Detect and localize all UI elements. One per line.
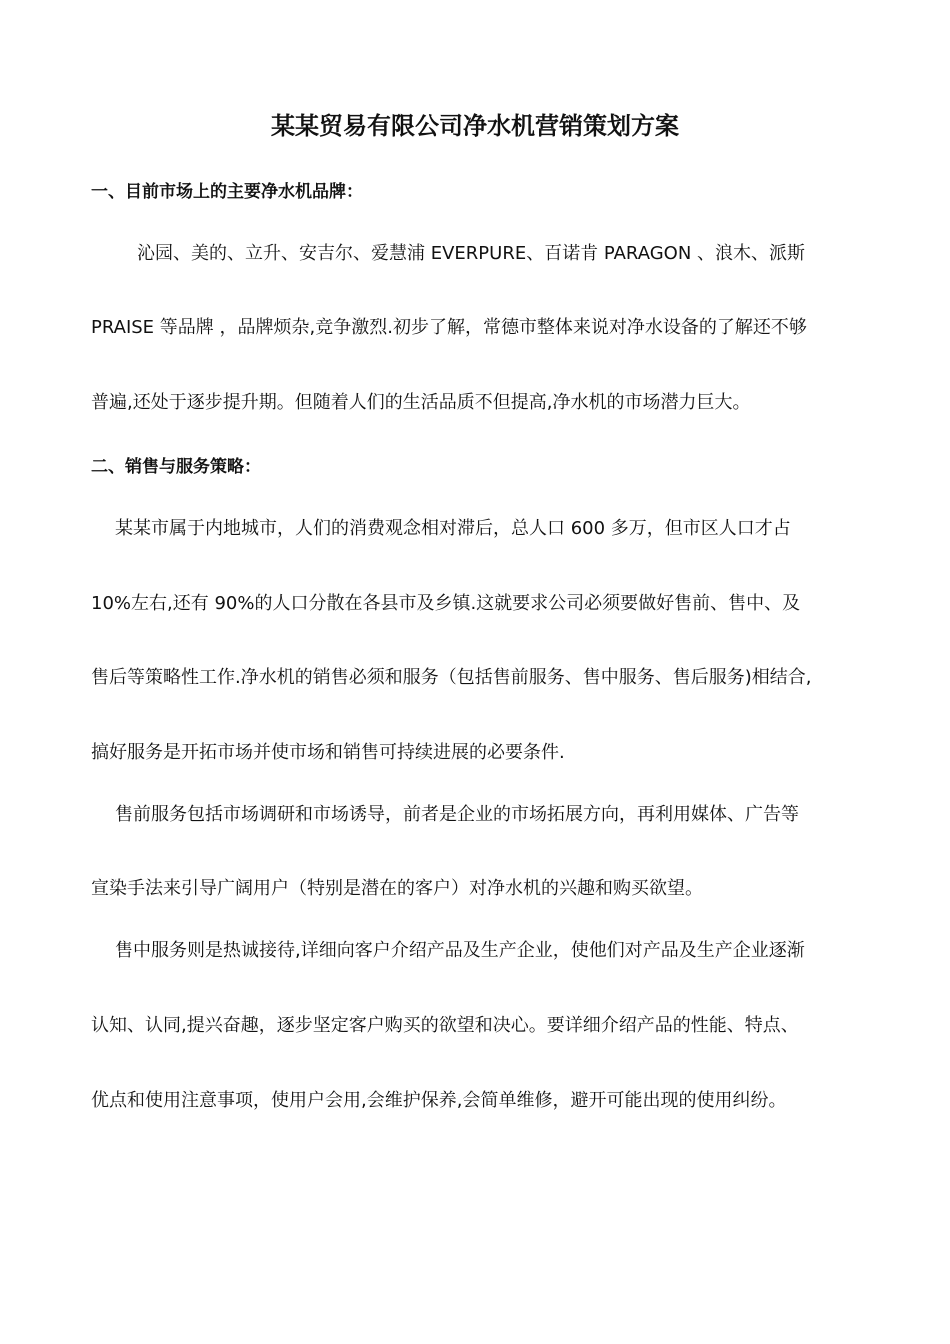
section-2-para-2-line-1: 售前服务包括市场调研和市场诱导，前者是企业的市场拓展方向，再利用媒体、广告等 bbox=[115, 804, 799, 825]
section-2-para-1-line-4: 搞好服务是开拓市场并使市场和销售可持续进展的必要条件. bbox=[91, 742, 565, 763]
section-1-line-3: 普遍,还处于逐步提升期。但随着人们的生活品质不但提高,净水机的市场潜力巨大。 bbox=[91, 392, 751, 413]
section-2-para-1-line-2: 10%左右,还有 90%的人口分散在各县市及乡镇.这就要求公司必须要做好售前、售中、及 bbox=[91, 593, 801, 614]
section-1-heading: 一、目前市场上的主要净水机品牌： bbox=[91, 182, 363, 202]
section-2-para-3-line-2: 认知、认同,提兴奋趣，逐步坚定客户购买的欲望和决心。要详细介绍产品的性能、特点、 bbox=[91, 1015, 799, 1036]
section-2-para-3-line-1: 售中服务则是热诚接待,详细向客户介绍产品及生产企业，使他们对产品及生产企业逐渐 bbox=[115, 940, 805, 961]
section-2-para-2-line-2: 宣染手法来引导广阔用户（特别是潜在的客户）对净水机的兴趣和购买欲望。 bbox=[91, 878, 703, 899]
section-2-para-3-line-3: 优点和使用注意事项，使用户会用,会维护保养,会简单维修，避开可能出现的使用纠纷。 bbox=[91, 1090, 787, 1111]
section-2-heading: 二、销售与服务策略： bbox=[91, 457, 261, 477]
section-2-para-1-line-1: 某某市属于内地城市，人们的消费观念相对滞后，总人口 600 多万，但市区人口才占 bbox=[115, 518, 791, 539]
section-1-line-2: PRAISE 等品牌 ，品牌烦杂,竞争激烈.初步了解，常德市整体来说对净水设备的了解还不够 bbox=[91, 317, 807, 338]
section-2-para-1-line-3: 售后等策略性工作.净水机的销售必须和服务（包括售前服务、售中服务、售后服务)相结合, bbox=[91, 667, 812, 688]
section-1-line-1: 沁园、美的、立升、安吉尔、爱慧浦 EVERPURE、百诺肯 PARAGON 、浪木、派斯 bbox=[137, 243, 806, 264]
document-title: 某某贸易有限公司净水机营销策划方案 bbox=[271, 112, 679, 140]
